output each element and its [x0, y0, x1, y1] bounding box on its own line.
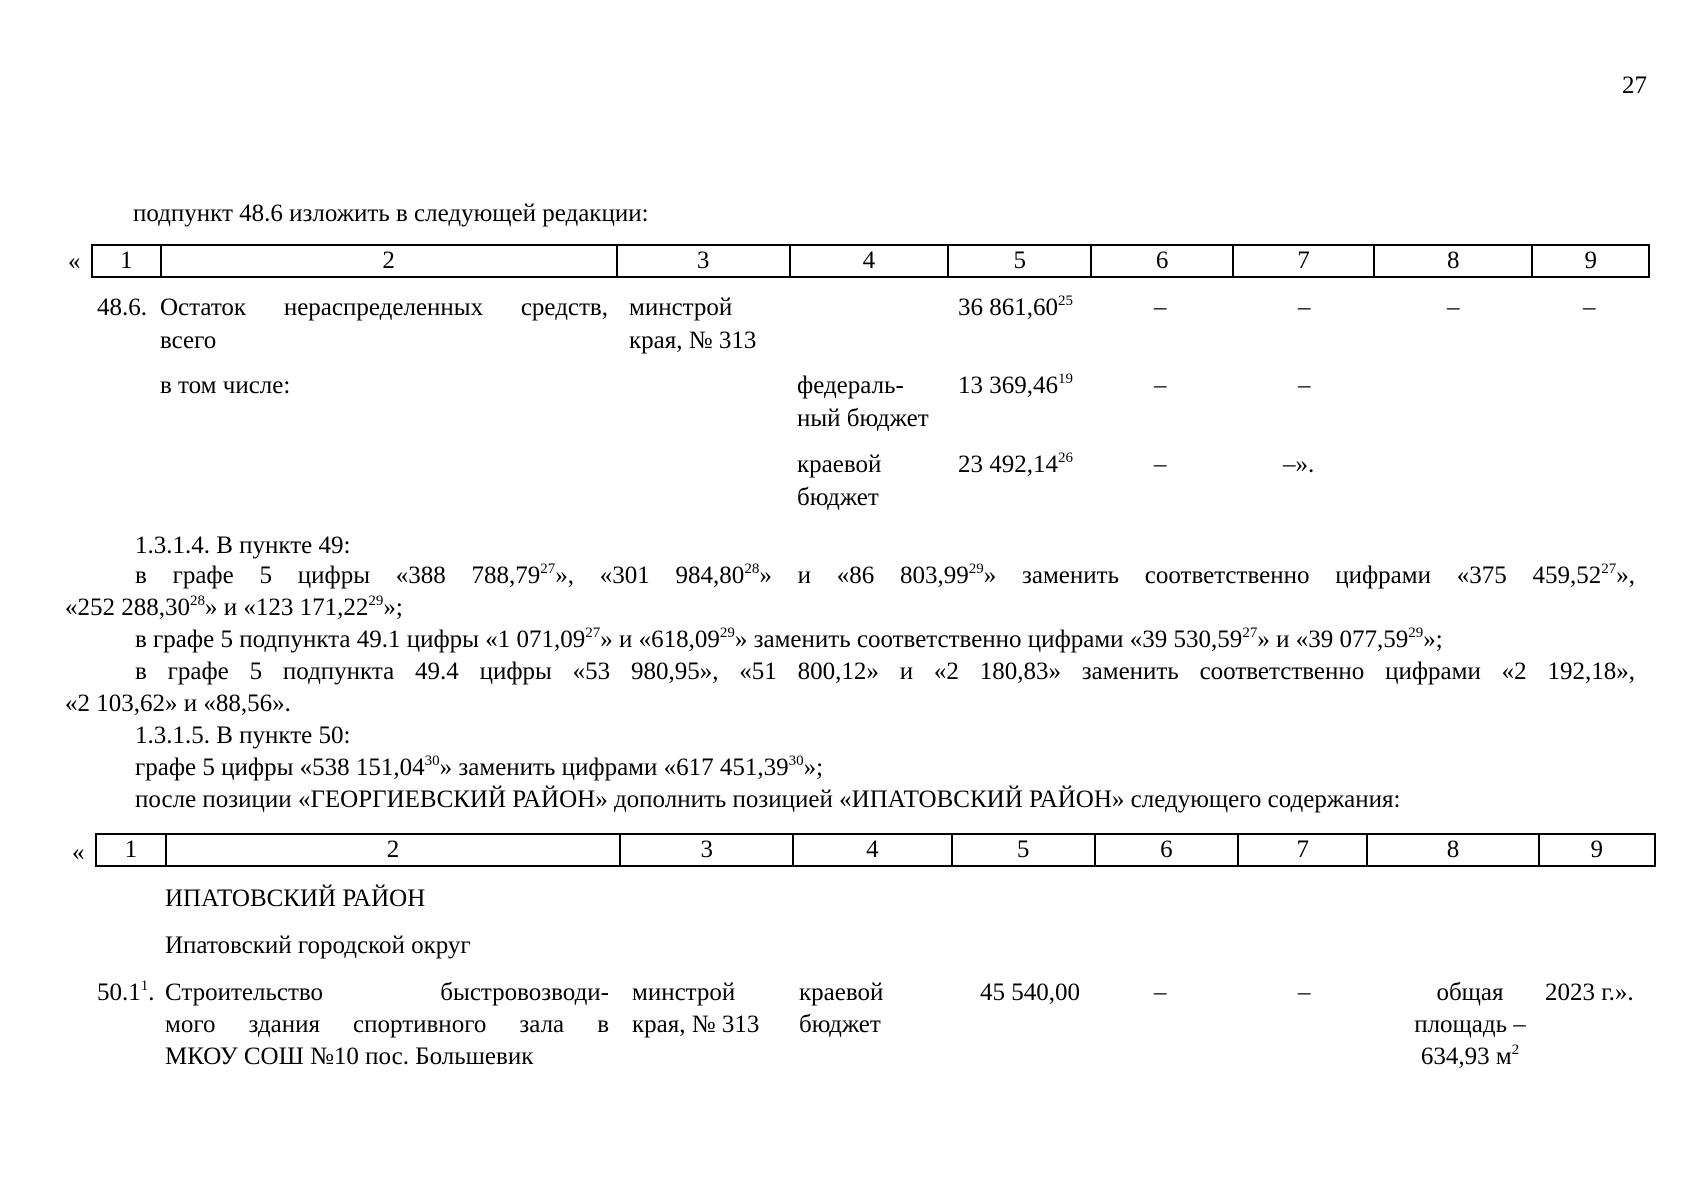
- dash: –: [1298, 372, 1311, 399]
- paragraph-line: «252 288,30$^{28}$» и «123 171,22$^{29}$»;: [65, 593, 403, 621]
- including-label: в том числе:: [160, 372, 291, 399]
- open-quote-1: «: [68, 248, 81, 275]
- col-header: 7: [1233, 245, 1374, 277]
- result-line: площадь –: [1414, 1011, 1526, 1038]
- budget-line: бюджет: [799, 1011, 881, 1038]
- col-header: 8: [1367, 834, 1538, 866]
- page-number: 27: [1622, 72, 1647, 99]
- dash: –: [1583, 294, 1596, 321]
- col-header: 5: [952, 834, 1095, 866]
- amount-total: 36 861,60$^{25}$: [958, 293, 1073, 321]
- section-heading: 1.3.1.5. В пункте 50:: [135, 722, 351, 749]
- open-quote-2: «: [72, 839, 85, 866]
- col-header: 6: [1091, 245, 1232, 277]
- amount-federal: 13 369,46$^{19}$: [958, 371, 1073, 399]
- district-heading: ИПАТОВСКИЙ РАЙОН: [165, 885, 426, 912]
- recipient-line: минстрой: [629, 294, 733, 321]
- col-header: 9: [1532, 245, 1649, 277]
- budget-line: краевой: [799, 979, 884, 1006]
- row-name-line: Остаток нераспределенных средств,: [160, 294, 608, 321]
- paragraph-line: в графе 5 подпункта 49.4 цифры «53 980,95», «51 800,12» и «2 180,83» заменить соответственно цифрами «2 192,18»,: [135, 658, 1635, 685]
- row-number: 48.6.: [97, 294, 147, 321]
- col-header: 7: [1238, 834, 1367, 866]
- col-header: 1: [92, 245, 161, 277]
- recipient-line: минстрой: [632, 979, 736, 1006]
- year: 2023 г.».: [1545, 979, 1634, 1006]
- paragraph-line: «2 103,62» и «88,56».: [65, 690, 291, 717]
- budget-line: ный бюджет: [797, 405, 929, 432]
- col-header: 1: [96, 834, 166, 866]
- column-header-table-1: [91, 244, 1650, 278]
- col-header: 2: [166, 834, 621, 866]
- col-header: 3: [620, 834, 793, 866]
- budget-line: бюджет: [797, 484, 879, 511]
- amount-regional: 23 492,14$^{26}$: [958, 450, 1073, 478]
- paragraph-line: в графе 5 цифры «388 788,79$^{27}$», «301 984,80$^{28}$» и «86 803,99$^{29}$» заменить соответственно цифрами «375 459,52$^{27}$»,: [135, 561, 1636, 589]
- paragraph-line: после позиции «ГЕОРГИЕВСКИЙ РАЙОН» дополнить позицией «ИПАТОВСКИЙ РАЙОН» следующего содержания:: [135, 786, 1401, 813]
- col-header: 3: [617, 245, 790, 277]
- col-header: 9: [1539, 834, 1656, 866]
- budget-line: краевой: [797, 451, 882, 478]
- row-name-line: всего: [160, 327, 217, 354]
- dash: –: [1447, 294, 1460, 321]
- col-header: 8: [1374, 245, 1532, 277]
- recipient-line: края, № 313: [632, 1011, 760, 1038]
- column-header-table-2: [95, 833, 1656, 867]
- budget-line: федераль-: [797, 372, 904, 399]
- intro-48-6: подпункт 48.6 изложить в следующей редакции:: [133, 200, 649, 227]
- dash: –: [1298, 979, 1311, 1006]
- dash: –: [1298, 294, 1311, 321]
- result-line: 634,93 $м^2$: [1420, 1042, 1520, 1070]
- result-line: общая: [1436, 979, 1504, 1006]
- col-header: 4: [790, 245, 948, 277]
- dash: –: [1154, 372, 1167, 399]
- row-name-line: МКОУ СОШ №10 пос. Большевик: [165, 1043, 534, 1070]
- col-header: 5: [948, 245, 1091, 277]
- row-name-line: Строительство быстровозводи-: [165, 979, 609, 1006]
- district-subheading: Ипатовский городской округ: [165, 932, 471, 959]
- row-name-line: мого здания спортивного зала в: [165, 1011, 609, 1038]
- dash: –: [1154, 294, 1167, 321]
- row-number: 50.1$^1$.: [97, 978, 155, 1006]
- paragraph-line: графе 5 цифры «538 151,04$^{30}$» заменить цифрами «617 451,39$^{30}$»;: [135, 753, 824, 781]
- closing-mark: –».: [1283, 451, 1315, 478]
- paragraph-line: в графе 5 подпункта 49.1 цифры «1 071,09$^{27}$» и «618,09$^{29}$» заменить соответственно цифрами «39 530,59$^{27}$» и «39 077,59$^{29}$»;: [135, 625, 1443, 653]
- col-header: 4: [793, 834, 951, 866]
- recipient-line: края, № 313: [629, 327, 757, 354]
- amount: 45 540,00: [980, 979, 1080, 1006]
- dash: –: [1154, 451, 1167, 478]
- section-heading: 1.3.1.4. В пункте 49:: [135, 532, 351, 559]
- col-header: 6: [1095, 834, 1238, 866]
- col-header: 2: [161, 245, 617, 277]
- dash: –: [1154, 979, 1167, 1006]
